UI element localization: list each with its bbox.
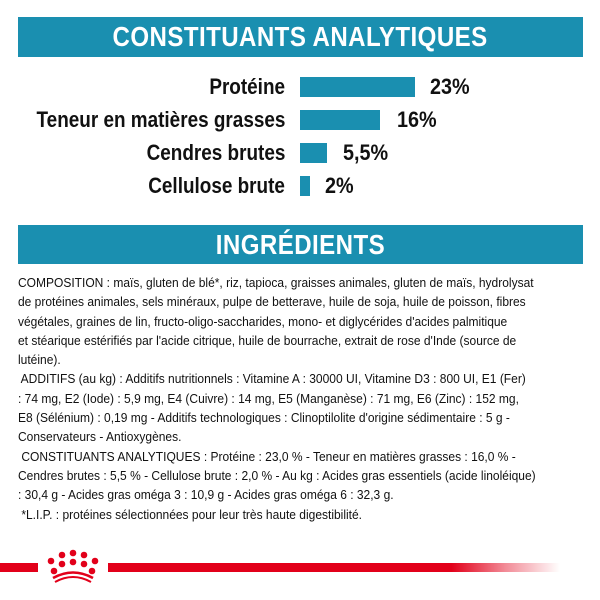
ingredients-header [18, 225, 583, 264]
ingredients-line: ADDITIFS (au kg) : Additifs nutritionnels : Vitamine A : 30000 UI, Vitamine D3 : 800 UI, E1 (Fer) [18, 371, 526, 387]
chart-label: Teneur en matières grasses [36, 107, 285, 132]
chart-row-protein [0, 75, 600, 99]
analytical-constituents-title: CONSTITUANTS ANALYTIQUES [112, 21, 489, 52]
ingredients-line: E8 (Sélénium) : 0,19 mg - Additifs technologiques : Clinoptilolite d'origine sédimentaire : 5 g - [18, 410, 510, 426]
chart-row-fat [0, 108, 600, 132]
chart-row-ash [0, 141, 600, 165]
chart-value: 23% [430, 74, 470, 99]
ingredients-line: CONSTITUANTS ANALYTIQUES : Protéine : 23,0 % - Teneur en matières grasses : 16,0 % - [18, 448, 516, 464]
footer-line-right [108, 563, 560, 572]
royal-canin-crown-icon [40, 547, 106, 587]
chart-value: 2% [325, 173, 354, 198]
chart-bar [300, 77, 415, 97]
ingredients-line: : 74 mg, E2 (Iode) : 5,9 mg, E4 (Cuivre) : 14 mg, E5 (Manganèse) : 71 mg, E6 (Zinc) : 152 mg, [18, 390, 519, 406]
chart-bar [300, 143, 327, 163]
ingredients-line: lutéine). [18, 352, 61, 368]
ingredients-line: Conservateurs - Antioxygènes. [18, 429, 182, 445]
ingredients-line: *L.I.P. : protéines sélectionnées pour leur très haute digestibilité. [18, 506, 363, 522]
chart-bar [300, 176, 310, 196]
ingredients-title: INGRÉDIENTS [215, 228, 386, 260]
chart-value: 16% [397, 107, 437, 132]
chart-value: 5,5% [343, 140, 389, 165]
ingredients-line: de protéines animales, sels minéraux, pulpe de betterave, huile de soja, huile de poisson, fibres [18, 294, 526, 310]
chart-label: Protéine [209, 74, 285, 99]
chart-row-fiber [0, 174, 600, 198]
ingredients-line: et stéarique estérifiés par l'acide citrique, huile de bourrache, extrait de rose d'Inde (source de [18, 332, 517, 348]
chart-label: Cendres brutes [146, 140, 285, 165]
ingredients-line: végétales, graines de lin, fructo-oligo-saccharides, mono- et diglycérides d'acides palmitique [18, 313, 508, 329]
footer-line-left [0, 563, 38, 572]
ingredients-text [18, 273, 582, 524]
chart-bar [300, 110, 380, 130]
ingredients-line: COMPOSITION : maïs, gluten de blé*, riz, tapioca, graisses animales, gluten de maïs, hydrolysat [18, 275, 534, 290]
ingredients-line: Cendres brutes : 5,5 % - Cellulose brute : 2,0 % - Au kg : Acides gras essentiels (acide linoléique) [18, 467, 536, 483]
ingredients-line: : 30,4 g - Acides gras oméga 3 : 10,9 g - Acides gras oméga 6 : 32,3 g. [18, 487, 394, 503]
chart-label: Cellulose brute [148, 173, 285, 198]
analytical-constituents-chart [0, 0, 600, 220]
